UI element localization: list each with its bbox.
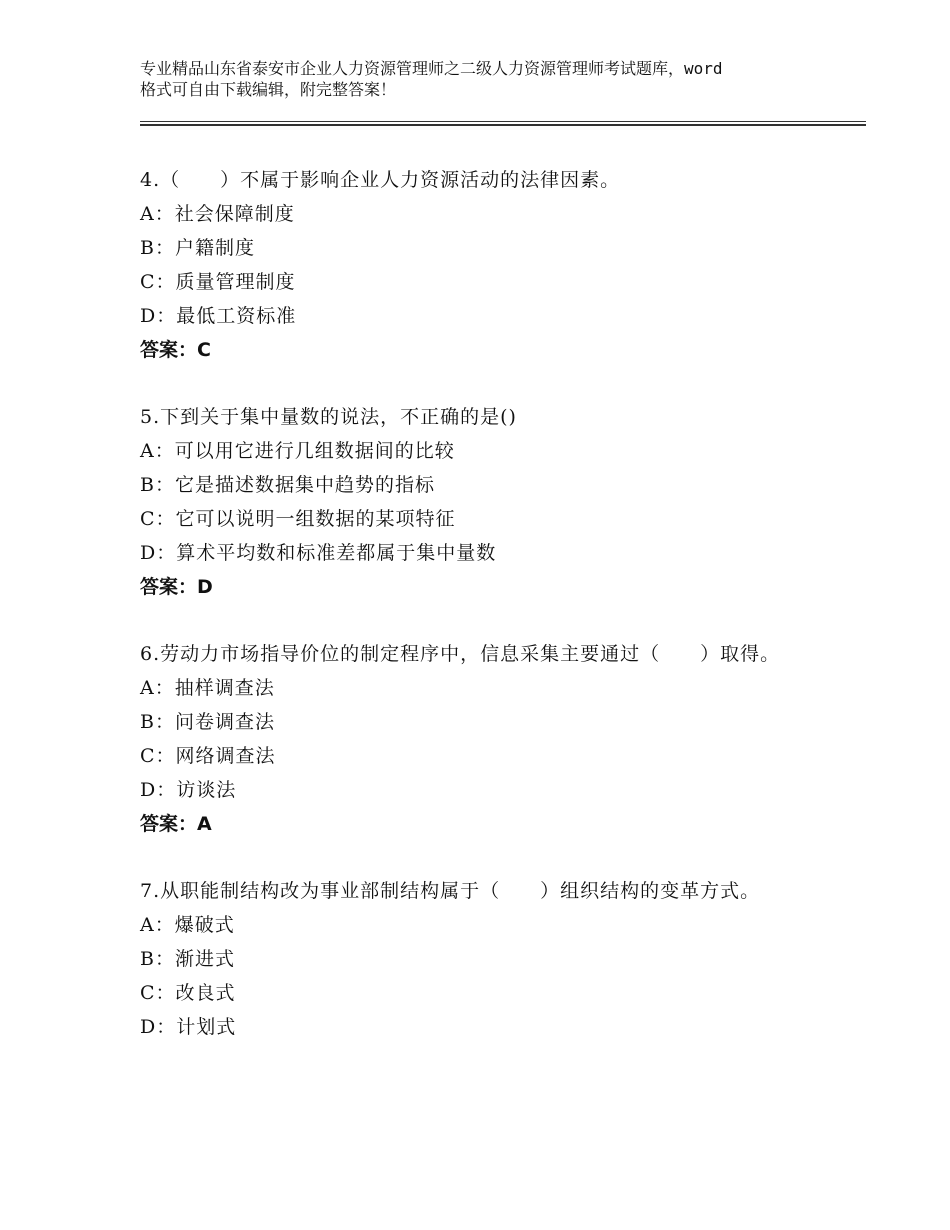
option-a: A：抽样调查法	[140, 677, 275, 699]
question-7	[140, 874, 820, 1044]
question-list	[140, 163, 820, 1077]
answer: 答案：D	[140, 576, 213, 598]
option-d: D：最低工资标准	[140, 305, 297, 327]
answer: 答案：C	[140, 339, 211, 361]
question-5	[140, 400, 820, 604]
option-a: A：爆破式	[140, 914, 235, 936]
header-divider-bottom	[140, 124, 866, 126]
option-d: D：算术平均数和标准差都属于集中量数	[140, 542, 497, 564]
option-c: C：它可以说明一组数据的某项特征	[140, 508, 456, 530]
option-d: D：计划式	[140, 1016, 237, 1038]
question-6	[140, 637, 820, 841]
question-stem: 7.从职能制结构改为事业部制结构属于（ ）组织结构的变革方式。	[140, 880, 761, 902]
header-divider-top	[140, 121, 866, 122]
option-b: B：渐进式	[140, 948, 235, 970]
option-c: C：网络调查法	[140, 745, 276, 767]
question-stem: 6.劳动力市场指导价位的制定程序中，信息采集主要通过（ ）取得。	[140, 643, 781, 665]
option-b: B：它是描述数据集中趋势的指标	[140, 474, 435, 496]
option-c: C：改良式	[140, 982, 236, 1004]
answer: 答案：A	[140, 813, 212, 835]
document-header	[140, 58, 830, 100]
option-b: B：问卷调查法	[140, 711, 275, 733]
header-line-1: 专业精品山东省泰安市企业人力资源管理师之二级人力资源管理师考试题库，word	[140, 59, 723, 78]
option-a: A：社会保障制度	[140, 203, 295, 225]
question-4	[140, 163, 820, 367]
option-b: B：户籍制度	[140, 237, 255, 259]
header-line-2: 格式可自由下载编辑，附完整答案！	[140, 80, 397, 99]
option-a: A：可以用它进行几组数据间的比较	[140, 440, 455, 462]
option-c: C：质量管理制度	[140, 271, 296, 293]
option-d: D：访谈法	[140, 779, 237, 801]
question-stem: 5.下到关于集中量数的说法，不正确的是()	[140, 406, 517, 428]
question-stem: 4.（ ）不属于影响企业人力资源活动的法律因素。	[140, 169, 621, 191]
